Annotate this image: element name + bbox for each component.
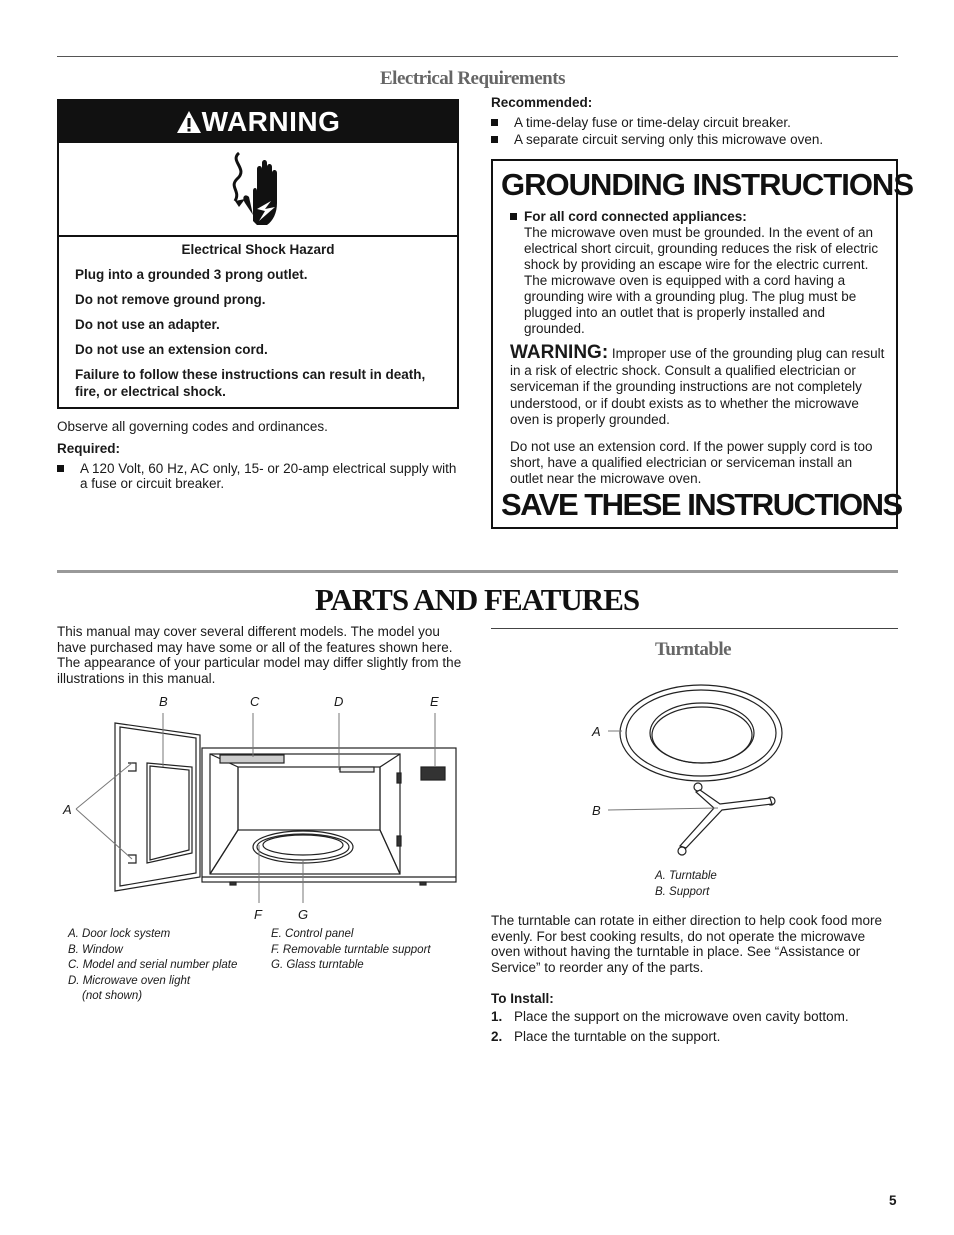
bullet-square <box>57 465 64 472</box>
install-label: To Install: <box>491 991 554 1006</box>
shock-hazard-icon-area <box>59 143 457 237</box>
oven-legend-left <box>68 927 237 1005</box>
hazard-line: Do not use an extension cord. <box>75 342 268 357</box>
recommended-item: A time-delay fuse or time-delay circuit breaker. <box>514 115 791 130</box>
warning-triangle-icon <box>176 110 202 134</box>
hazard-title: Electrical Shock Hazard <box>181 242 335 257</box>
required-label: Required: <box>57 441 121 456</box>
hazard-line: Plug into a grounded 3 prong outlet. <box>75 267 308 282</box>
extension-cord-text: Do not use an extension cord. If the power supply cord is too short, have a qualified electrician or serviceman install an outlet near the microwave oven. <box>510 439 873 486</box>
grounding-warning-paragraph <box>510 342 886 429</box>
legend-item: B. Window <box>68 943 123 956</box>
oven-label-e: E <box>430 694 439 709</box>
step-number: 2. <box>491 1029 503 1044</box>
hazard-line: Failure to follow these instructions can result in death, fire, or electrical shock. <box>75 367 426 399</box>
legend-item: A. Door lock system <box>68 928 171 940</box>
warning-header <box>59 101 457 143</box>
oven-label-b: B <box>159 694 168 709</box>
required-item: A 120 Volt, 60 Hz, AC only, 15- or 20-amp electrical supply with a fuse or circuit breaker. <box>80 461 457 491</box>
legend-item: E. Control panel <box>271 928 354 940</box>
step-text: Place the support on the microwave oven cavity bottom. <box>514 1009 849 1024</box>
oven-label-a: A <box>63 802 72 817</box>
turntable-rule <box>491 628 898 629</box>
page-number: 5 <box>889 1193 897 1208</box>
grounding-title: GROUNDING INSTRUCTIONS <box>501 167 913 202</box>
top-rule <box>57 56 898 57</box>
legend-item: B. Support <box>655 886 710 898</box>
oven-label-c: C <box>250 694 260 709</box>
grounding-instructions-box <box>491 159 913 529</box>
turntable-title: Turntable <box>655 639 732 660</box>
grounding-bullet-text: The microwave oven must be grounded. In the event of an electrical short circuit, grounding reduces the risk of electric shock by providing an escape wire for the electric current. The microwave oven is equipped with a cord having a grounding wire with a grounding plug. The plug must be plugged into an outlet that is properly installed and grounded. <box>524 225 879 336</box>
legend-item: F. Removable turntable support <box>271 943 431 956</box>
save-instructions-title: SAVE THESE INSTRUCTIONS <box>501 487 902 522</box>
grounding-warning-word: WARNING: <box>510 342 609 363</box>
oven-legend-right <box>271 927 431 974</box>
hazard-line: Do not remove ground prong. <box>75 292 266 307</box>
grounding-warning-text: Improper use of the grounding plug can result in a risk of electric shock. Consult a qualified electrician or serviceman if the grounding instructions are not completely understood, or if doubt exists as to whether the microwave oven is properly grounded. <box>510 346 885 427</box>
turntable-label-a: A <box>592 724 601 739</box>
warning-box <box>57 99 459 409</box>
hazard-text <box>75 241 441 408</box>
oven-label-g: G <box>298 907 309 922</box>
oven-label-d: D <box>334 694 344 709</box>
turntable-label-b: B <box>592 803 601 818</box>
legend-item: A. Turntable <box>655 870 717 882</box>
oven-label-f: F <box>254 907 262 922</box>
turntable-text: The turntable can rotate in either direction to help cook food more evenly. For best cooking results, do not operate the microwave oven without having the turntable in place. See “Assistance or Service” to reorder any of the parts. <box>491 913 882 975</box>
bullet-square <box>491 119 498 126</box>
recommended-label: Recommended: <box>491 95 593 110</box>
cord-appliances-title: For all cord connected appliances: <box>524 209 747 224</box>
observe-text: Observe all governing codes and ordinances. <box>57 419 328 434</box>
turntable-illustration <box>600 680 800 860</box>
parts-features-title: PARTS AND FEATURES <box>314 582 640 617</box>
bullet-square <box>510 213 517 220</box>
bullet-square <box>491 136 498 143</box>
turntable-legend <box>655 868 717 900</box>
parts-intro-text: This manual may cover several different models. The model you have purchased may have some or all of the features shown here. The appearance of your particular model may differ slightly from the illustrations in this manual. <box>57 624 462 686</box>
electrical-requirements-title: Electrical Requirements <box>380 68 565 89</box>
legend-item: D. Microwave oven light <box>68 974 191 987</box>
electric-shock-hand-icon <box>227 151 297 229</box>
legend-item: (not shown) <box>82 990 143 1002</box>
install-step <box>491 1029 720 1045</box>
legend-item: C. Model and serial number plate <box>68 959 238 971</box>
legend-item: G. Glass turntable <box>271 959 364 971</box>
warning-label: WARNING <box>201 106 341 137</box>
install-step <box>491 1009 849 1025</box>
microwave-oven-illustration <box>60 705 470 910</box>
section-rule <box>57 570 898 573</box>
step-text: Place the turntable on the support. <box>514 1029 721 1044</box>
recommended-item: A separate circuit serving only this microwave oven. <box>514 132 824 147</box>
step-number: 1. <box>491 1009 503 1024</box>
hazard-line: Do not use an adapter. <box>75 317 220 332</box>
